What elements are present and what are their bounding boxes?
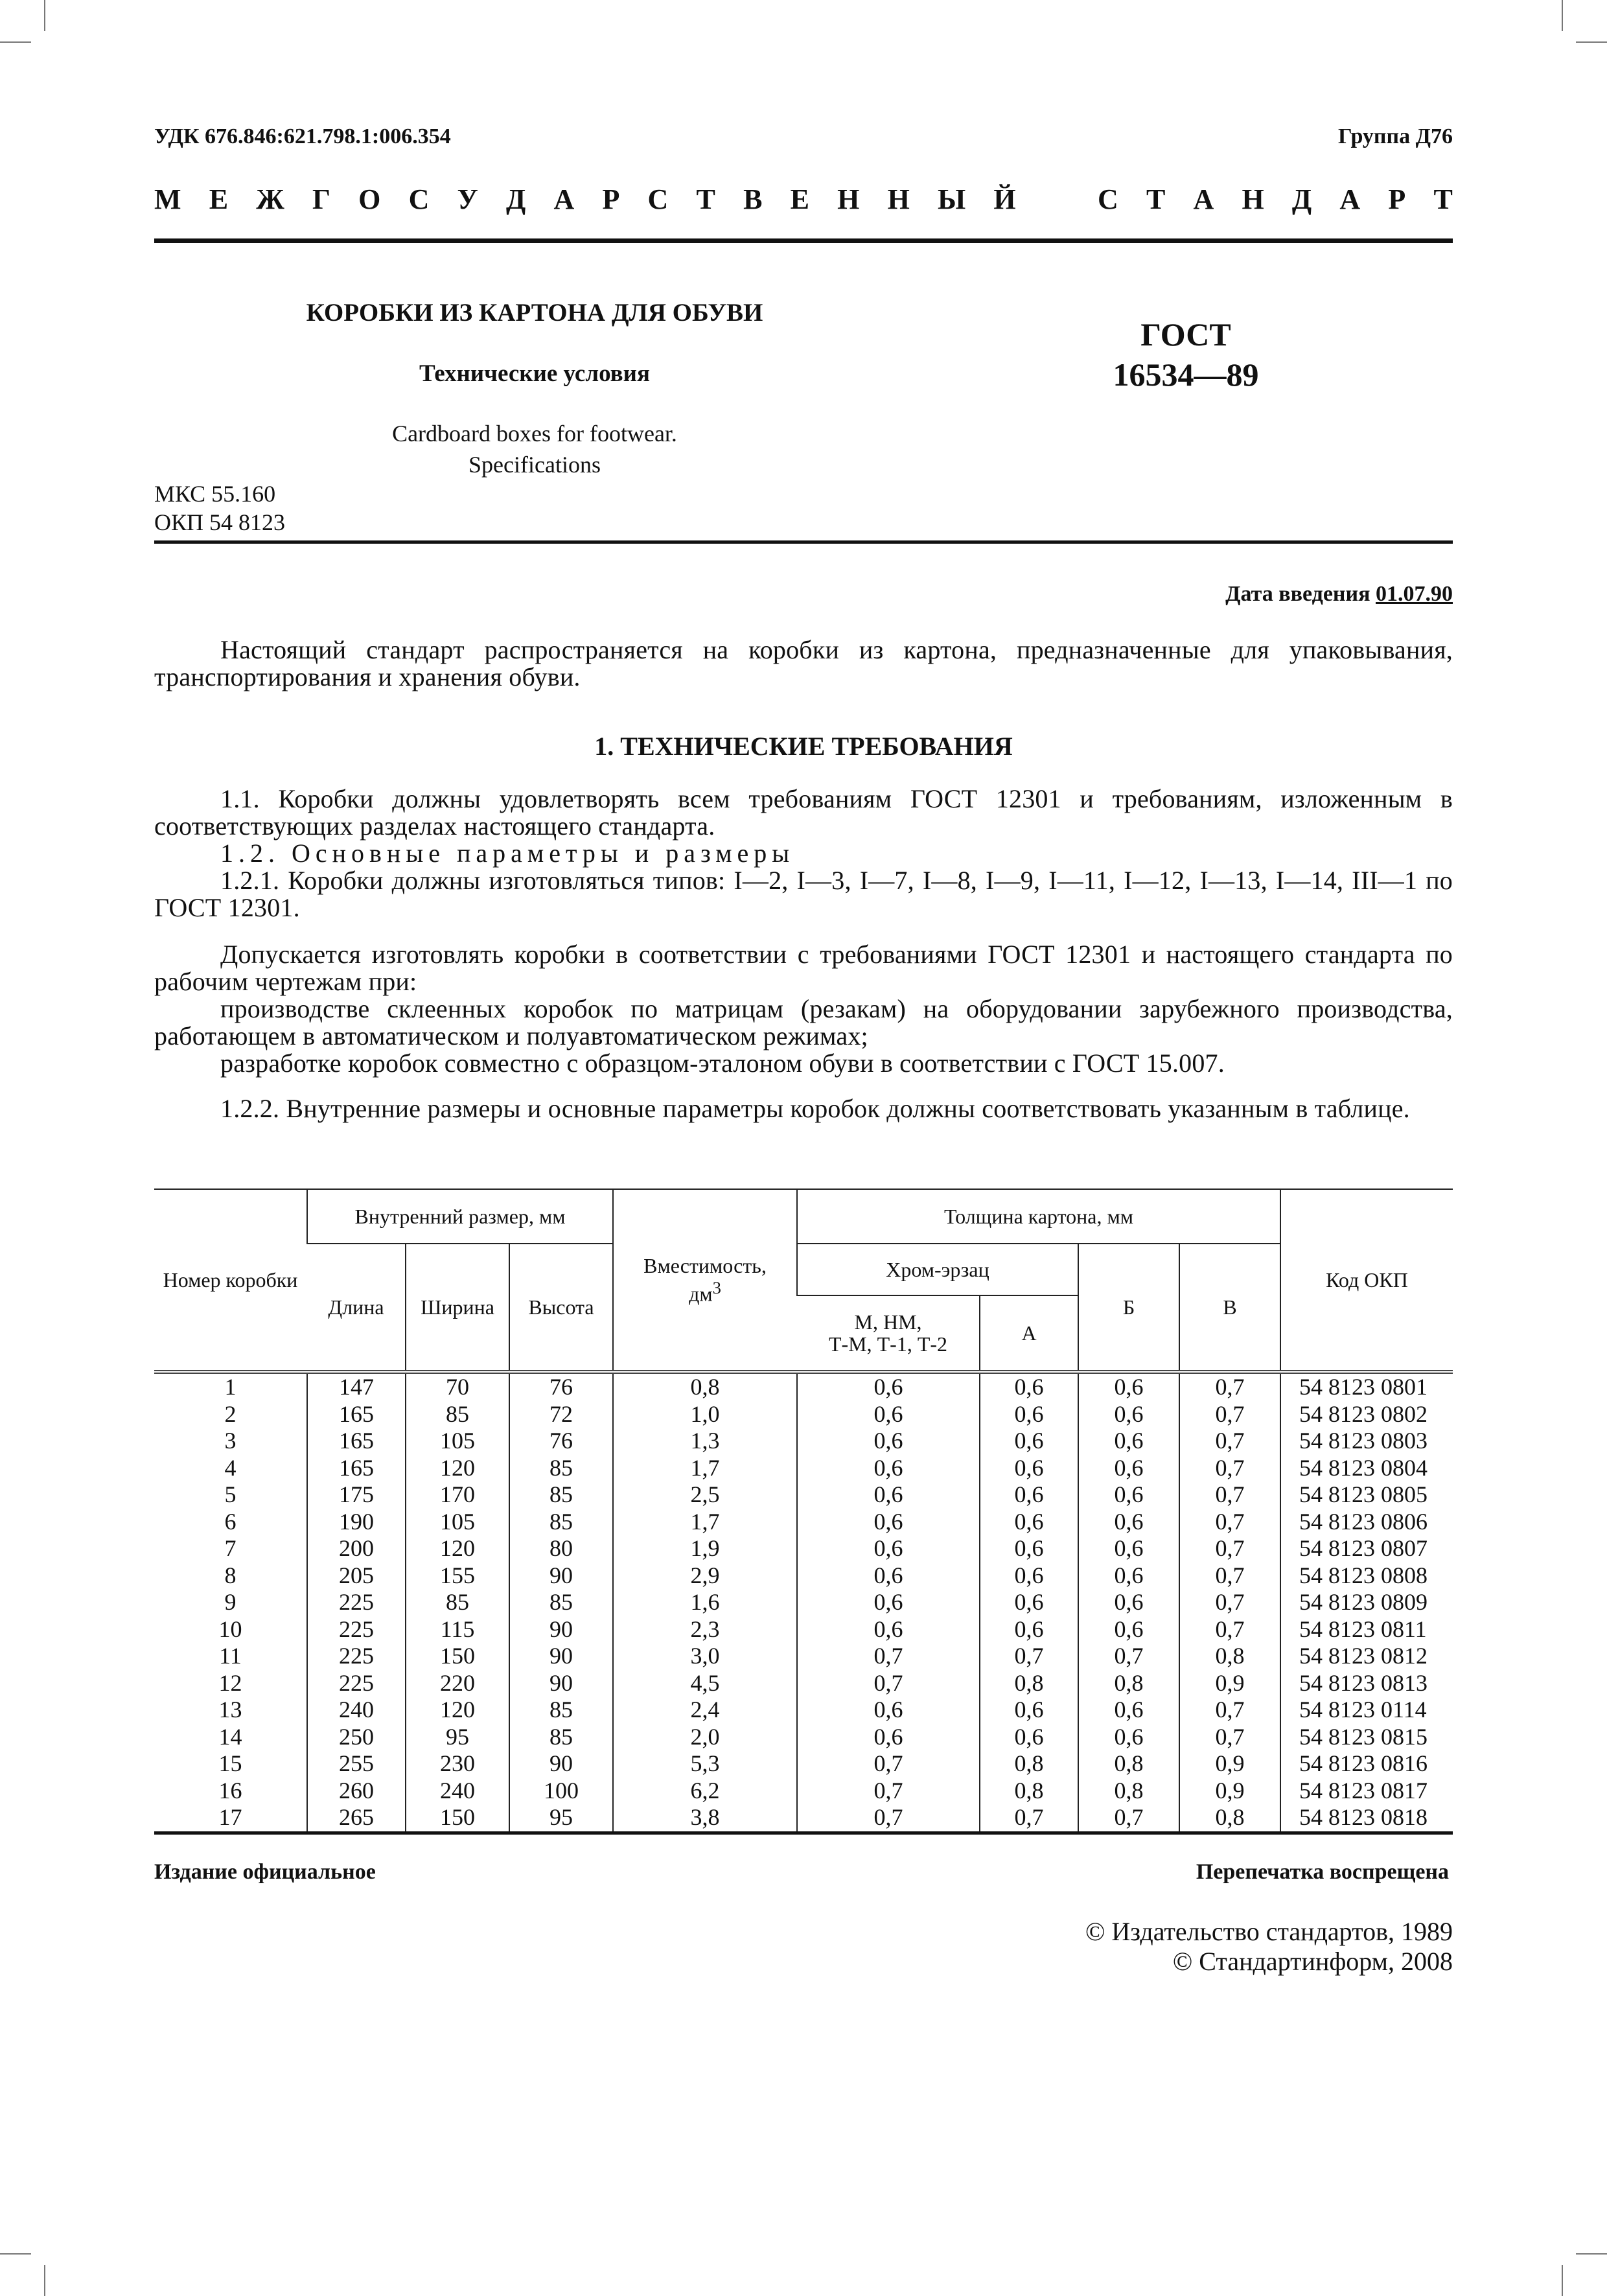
table-cell: 0,7 [1179, 1535, 1280, 1562]
table-cell: 54 8123 0801 [1280, 1372, 1453, 1401]
table-cell: 0,7 [1179, 1372, 1280, 1401]
table-cell: 0,7 [797, 1643, 980, 1670]
header-grade-m [797, 1295, 980, 1372]
paragraph-allowance: Допускается изготовлять коробки в соответствии с требованиями ГОСТ 12301 и настоящего стандарта по рабочим чертежам при: [154, 940, 1453, 996]
banner-letter: Н [887, 183, 910, 215]
table-cell: 0,9 [1179, 1670, 1280, 1697]
table-cell: 0,8 [1179, 1643, 1280, 1670]
table-cell: 3,0 [613, 1643, 797, 1670]
table-cell: 95 [509, 1804, 613, 1833]
table-cell: 0,6 [1078, 1372, 1179, 1401]
table-cell: 0,6 [980, 1428, 1078, 1455]
table-cell: 54 8123 0817 [1280, 1778, 1453, 1805]
table-cell: 90 [509, 1670, 613, 1697]
banner-letter: Р [1388, 183, 1406, 215]
table-cell: 0,6 [797, 1401, 980, 1428]
table-cell: 90 [509, 1643, 613, 1670]
header-capacity [613, 1189, 797, 1372]
table-cell: 11 [219, 1643, 242, 1669]
table-cell: 0,7 [1179, 1724, 1280, 1751]
copyright-block [1085, 1917, 1453, 1977]
banner-letter: Н [837, 183, 860, 215]
table-cell: 10 [218, 1616, 242, 1642]
table-cell: 150 [406, 1804, 509, 1833]
table-cell: 165 [307, 1401, 406, 1428]
crop-mark [1562, 2265, 1563, 2296]
table-cell: 85 [406, 1589, 509, 1616]
table-cell: 0,6 [980, 1372, 1078, 1401]
table-cell: 54 8123 0805 [1280, 1481, 1453, 1509]
table-cell: 1,7 [613, 1509, 797, 1536]
table-cell: 85 [509, 1509, 613, 1536]
table-cell: 85 [509, 1589, 613, 1616]
crop-mark [44, 0, 45, 31]
table-cell: 16 [218, 1777, 242, 1803]
table-cell: 85 [509, 1481, 613, 1509]
table-cell: 205 [307, 1562, 406, 1590]
table-cell: 240 [406, 1778, 509, 1805]
header-capacity-sup: 3 [712, 1278, 721, 1298]
table-cell: 0,8 [613, 1372, 797, 1401]
table-cell: 54 8123 0815 [1280, 1724, 1453, 1751]
table-cell: 170 [406, 1481, 509, 1509]
table-row [154, 1778, 1453, 1805]
crop-mark [0, 41, 31, 43]
table-cell: 54 8123 0803 [1280, 1428, 1453, 1455]
table-cell: 225 [307, 1589, 406, 1616]
table-cell: 190 [307, 1509, 406, 1536]
table-cell: 4 [224, 1454, 237, 1481]
table-cell: 54 8123 0807 [1280, 1535, 1453, 1562]
crop-mark [1576, 2253, 1607, 2255]
table-cell: 0,8 [1078, 1750, 1179, 1778]
crop-mark [1562, 0, 1563, 31]
table-cell: 72 [509, 1401, 613, 1428]
banner-letter: Е [209, 183, 229, 215]
document-title: КОРОБКИ ИЗ КАРТОНА ДЛЯ ОБУВИ [306, 299, 763, 327]
banner-letter: Д [1291, 183, 1312, 215]
table-cell: 120 [406, 1455, 509, 1482]
table-row [154, 1724, 1453, 1751]
table-cell: 147 [307, 1372, 406, 1401]
paragraph-1-2-1: 1.2.1. Коробки должны изготовляться типов: I—2, I—3, I—7, I—8, I—9, I—11, I—12, I—13, I—14, III—1 по ГОСТ 12301. [154, 866, 1453, 922]
table-cell: 54 8123 0812 [1280, 1643, 1453, 1670]
banner-letter: С [1098, 183, 1118, 215]
table-row [154, 1455, 1453, 1482]
table-cell: 0,6 [980, 1401, 1078, 1428]
intro-paragraph: Настоящий стандарт распространяется на коробки из картона, предназначенные для упаковывания, транспортирования и хранения обуви. [154, 635, 1453, 691]
table-cell: 0,8 [1078, 1778, 1179, 1805]
paragraph-1-2-2: 1.2.2. Внутренние размеры и основные параметры коробок должны соответствовать указанным в таблице. [220, 1094, 1410, 1123]
table-row [154, 1481, 1453, 1509]
table-cell: 155 [406, 1562, 509, 1590]
table-cell: 0,8 [980, 1670, 1078, 1697]
table-cell: 90 [509, 1750, 613, 1778]
table-cell: 54 8123 0114 [1280, 1697, 1453, 1724]
table-cell: 200 [307, 1535, 406, 1562]
table-cell: 1,0 [613, 1401, 797, 1428]
table-cell: 0,6 [1078, 1589, 1179, 1616]
table-cell: 0,6 [1078, 1724, 1179, 1751]
table-cell: 7 [224, 1535, 237, 1561]
table-cell: 54 8123 0804 [1280, 1455, 1453, 1482]
banner-letter: О [358, 183, 381, 215]
banner-letter: Т [1146, 183, 1166, 215]
table-cell: 2,4 [613, 1697, 797, 1724]
table-cell: 5,3 [613, 1750, 797, 1778]
table-row [154, 1750, 1453, 1778]
section-heading: 1. ТЕХНИЧЕСКИЕ ТРЕБОВАНИЯ [594, 732, 1013, 761]
table-cell: 14 [218, 1723, 242, 1750]
banner-letter: Т [1433, 183, 1453, 215]
document-subtitle: Технические условия [419, 360, 650, 387]
table-cell: 95 [406, 1724, 509, 1751]
table-cell: 165 [307, 1428, 406, 1455]
gost-label: ГОСТ [1140, 316, 1231, 353]
header-grade-m-line1: М, НМ, [854, 1310, 922, 1334]
header-length: Длина [307, 1244, 406, 1372]
banner-letter: В [743, 183, 763, 215]
box-dimensions-table [154, 1189, 1453, 1835]
banner-letter: У [457, 183, 478, 215]
banner-letter: Д [506, 183, 526, 215]
table-cell: 1,6 [613, 1589, 797, 1616]
table-cell: 0,7 [980, 1804, 1078, 1833]
banner-letter: Г [312, 183, 330, 215]
table-cell: 0,6 [980, 1509, 1078, 1536]
banner-letter: Ж [256, 183, 284, 215]
table-cell: 165 [307, 1455, 406, 1482]
udk-code: УДК 676.846:621.798.1:006.354 [154, 124, 451, 148]
copyright-line1: © Издательство стандартов, 1989 [1085, 1917, 1453, 1946]
table-cell: 0,7 [797, 1750, 980, 1778]
table-cell: 0,6 [797, 1428, 980, 1455]
banner-letter: М [154, 183, 181, 215]
table-cell: 0,8 [1179, 1804, 1280, 1833]
table-row [154, 1804, 1453, 1833]
header-grade-m-line2: Т-М, Т-1, Т-2 [828, 1332, 948, 1356]
banner-letter: С [408, 183, 430, 215]
table-cell: 6 [224, 1508, 237, 1535]
table-cell: 0,6 [1078, 1455, 1179, 1482]
header-capacity-unit: дм [689, 1282, 713, 1306]
table-cell: 0,7 [1179, 1562, 1280, 1590]
table-cell: 105 [406, 1428, 509, 1455]
table-cell: 17 [154, 1804, 307, 1833]
table-cell: 225 [307, 1670, 406, 1697]
header-box-number: Номер коробки [154, 1189, 307, 1372]
table-cell: 76 [509, 1372, 613, 1401]
gost-designation [1102, 314, 1270, 395]
table-row [154, 1372, 1453, 1401]
introduction-date [1225, 582, 1453, 607]
okp-code: ОКП 54 8123 [154, 509, 286, 535]
table-cell: 0,8 [980, 1778, 1078, 1805]
table-cell: 70 [406, 1372, 509, 1401]
banner-letter: Е [790, 183, 809, 215]
table-cell: 2 [224, 1400, 237, 1427]
title-rule [154, 540, 1453, 544]
table-cell: 85 [406, 1401, 509, 1428]
header-grade-a: А [980, 1295, 1078, 1372]
table-row [154, 1562, 1453, 1590]
table-cell: 0,6 [797, 1724, 980, 1751]
table-cell: 0,7 [797, 1804, 980, 1833]
header-inner-size: Внутренний размер, мм [307, 1189, 613, 1244]
table-cell: 0,6 [797, 1481, 980, 1509]
table-cell: 0,6 [797, 1562, 980, 1590]
table-cell: 0,7 [1179, 1481, 1280, 1509]
date-label: Дата введения [1225, 582, 1370, 606]
banner-letter: Й [993, 183, 1016, 215]
table-cell: 76 [509, 1428, 613, 1455]
date-value: 01.07.90 [1376, 582, 1453, 606]
table-cell: 3,8 [613, 1804, 797, 1833]
english-title-line1: Cardboard boxes for footwear. [392, 421, 677, 446]
table-cell: 0,6 [797, 1509, 980, 1536]
group-code: Группа Д76 [1337, 124, 1453, 148]
table-cell: 0,6 [980, 1455, 1078, 1482]
table-cell: 265 [307, 1804, 406, 1833]
table-cell: 0,6 [797, 1535, 980, 1562]
table-cell: 90 [509, 1616, 613, 1643]
table-cell: 0,6 [1078, 1481, 1179, 1509]
header-height: Высота [509, 1244, 613, 1372]
table-cell: 150 [406, 1643, 509, 1670]
table-cell: 0,6 [980, 1724, 1078, 1751]
table-cell: 0,6 [980, 1535, 1078, 1562]
table-cell: 0,7 [1179, 1509, 1280, 1536]
banner-letter: Т [696, 183, 715, 215]
table-cell: 115 [406, 1616, 509, 1643]
gost-number: 16534—89 [1113, 356, 1259, 393]
table-cell: 2,5 [613, 1481, 797, 1509]
table-cell: 260 [307, 1778, 406, 1805]
table-row [154, 1401, 1453, 1428]
table-cell: 105 [406, 1509, 509, 1536]
paragraph-production: производстве склеенных коробок по матрицам (резакам) на оборудовании зарубежного производства, работающем в автоматическом и полуавтоматическом режимах; [154, 994, 1453, 1050]
mks-code: МКС 55.160 [154, 481, 276, 507]
table-cell: 0,6 [797, 1455, 980, 1482]
table-cell: 0,9 [1179, 1778, 1280, 1805]
table-cell: 120 [406, 1535, 509, 1562]
table-cell: 4,5 [613, 1670, 797, 1697]
table-cell: 54 8123 0816 [1280, 1750, 1453, 1778]
paragraph-development: разработке коробок совместно с образцом-эталоном обуви в соответствии с ГОСТ 15.007. [220, 1049, 1225, 1078]
interstate-standard-banner [154, 183, 1453, 216]
table-cell: 15 [218, 1750, 242, 1776]
table-cell: 0,7 [1179, 1428, 1280, 1455]
table-cell: 0,6 [1078, 1401, 1179, 1428]
table-cell: 255 [307, 1750, 406, 1778]
banner-letter: А [1339, 183, 1361, 215]
table-row [154, 1509, 1453, 1536]
paragraph-1-2: 1.2. Основные параметры и размеры [220, 839, 795, 868]
table-cell: 2,3 [613, 1616, 797, 1643]
table-cell: 80 [509, 1535, 613, 1562]
table-cell: 250 [307, 1724, 406, 1751]
table-cell: 0,6 [980, 1589, 1078, 1616]
header-chrom-erzats: Хром-эрзац [797, 1244, 1078, 1295]
table-cell: 0,6 [1078, 1535, 1179, 1562]
table-cell: 54 8123 0806 [1280, 1509, 1453, 1536]
table-cell: 0,8 [980, 1750, 1078, 1778]
table-cell: 0,7 [797, 1778, 980, 1805]
crop-mark [1576, 41, 1607, 43]
table-cell: 2,9 [613, 1562, 797, 1590]
header-width: Ширина [406, 1244, 509, 1372]
table-cell: 85 [509, 1724, 613, 1751]
table-cell: 0,7 [1179, 1401, 1280, 1428]
table-cell: 0,6 [980, 1481, 1078, 1509]
table-cell: 0,6 [980, 1697, 1078, 1724]
table-cell: 0,7 [1179, 1589, 1280, 1616]
banner-letter: А [553, 183, 575, 215]
table-cell: 100 [509, 1778, 613, 1805]
table-cell: 1,7 [613, 1455, 797, 1482]
table-row [154, 1589, 1453, 1616]
table-cell: 0,7 [1078, 1643, 1179, 1670]
table-cell: 54 8123 0808 [1280, 1562, 1453, 1590]
table-row [154, 1535, 1453, 1562]
table-cell: 9 [224, 1589, 237, 1615]
table-cell: 0,7 [1179, 1455, 1280, 1482]
banner-letter: Н [1242, 183, 1264, 215]
table-row [154, 1428, 1453, 1455]
header-grade-b: Б [1078, 1244, 1179, 1372]
table-cell: 2,0 [613, 1724, 797, 1751]
table-cell: 0,6 [1078, 1509, 1179, 1536]
table-cell: 13 [218, 1697, 242, 1722]
table-row [154, 1670, 1453, 1697]
table-cell: 0,7 [1179, 1616, 1280, 1643]
table-cell: 0,6 [1078, 1616, 1179, 1643]
table-cell: 0,6 [797, 1589, 980, 1616]
header-capacity-label: Вместимость, [643, 1254, 767, 1278]
copyright-line2: © Стандартинформ, 2008 [1172, 1947, 1453, 1976]
table-cell: 90 [509, 1562, 613, 1590]
table-cell: 0,8 [1078, 1670, 1179, 1697]
crop-mark [44, 2265, 45, 2296]
table-cell: 54 8123 0818 [1280, 1804, 1453, 1833]
banner-letter: Ы [938, 183, 966, 215]
header-okp-code: Код ОКП [1280, 1189, 1453, 1372]
table-cell: 0,6 [797, 1372, 980, 1401]
header-thickness: Толщина картона, мм [797, 1189, 1280, 1244]
banner-letter [1044, 183, 1070, 216]
table-row [154, 1697, 1453, 1724]
table-cell: 0,6 [980, 1616, 1078, 1643]
table-cell: 54 8123 0813 [1280, 1670, 1453, 1697]
table-cell: 225 [307, 1643, 406, 1670]
table-cell: 230 [406, 1750, 509, 1778]
table-cell: 85 [509, 1455, 613, 1482]
banner-letter: А [1193, 183, 1214, 215]
table-cell: 54 8123 0809 [1280, 1589, 1453, 1616]
table-cell: 0,6 [1078, 1697, 1179, 1724]
table-cell: 0,6 [1078, 1562, 1179, 1590]
table-cell: 1 [154, 1372, 307, 1401]
table-cell: 0,9 [1179, 1750, 1280, 1778]
table-cell: 1,3 [613, 1428, 797, 1455]
table-cell: 1,9 [613, 1535, 797, 1562]
table-cell: 5 [224, 1481, 237, 1507]
table-cell: 220 [406, 1670, 509, 1697]
table-cell: 54 8123 0802 [1280, 1401, 1453, 1428]
header-rule [154, 238, 1453, 243]
table-cell: 0,6 [980, 1562, 1078, 1590]
official-edition-label: Издание официальное [154, 1860, 376, 1884]
table-cell: 6,2 [613, 1778, 797, 1805]
table-cell: 54 8123 0811 [1280, 1616, 1453, 1643]
table-row [154, 1643, 1453, 1670]
table-cell: 0,7 [797, 1670, 980, 1697]
table-cell: 240 [307, 1697, 406, 1724]
english-title-line2: Specifications [468, 452, 601, 478]
table-cell: 0,6 [1078, 1428, 1179, 1455]
reprint-prohibited-label: Перепечатка воспрещена [1196, 1860, 1449, 1884]
classification-codes [154, 480, 285, 537]
table-cell: 85 [509, 1697, 613, 1724]
table-cell: 120 [406, 1697, 509, 1724]
banner-letter: С [647, 183, 669, 215]
table-cell: 0,6 [797, 1616, 980, 1643]
table-cell: 225 [307, 1616, 406, 1643]
table-cell: 0,6 [797, 1697, 980, 1724]
table-cell: 3 [224, 1428, 237, 1454]
table-cell: 8 [224, 1562, 237, 1588]
table-row [154, 1616, 1453, 1643]
header-grade-v: В [1179, 1244, 1280, 1372]
banner-letter: Р [602, 183, 620, 215]
table-cell: 0,7 [1078, 1804, 1179, 1833]
english-title [156, 418, 914, 480]
table-cell: 0,7 [980, 1643, 1078, 1670]
paragraph-1-1: 1.1. Коробки должны удовлетворять всем требованиям ГОСТ 12301 и требованиям, изложенным в соответствующих разделах настоящего стандарта. [154, 784, 1453, 841]
table-cell: 0,7 [1179, 1697, 1280, 1724]
crop-mark [0, 2253, 31, 2255]
table-body [154, 1372, 1453, 1833]
table-cell: 12 [218, 1669, 242, 1696]
table-cell: 175 [307, 1481, 406, 1509]
